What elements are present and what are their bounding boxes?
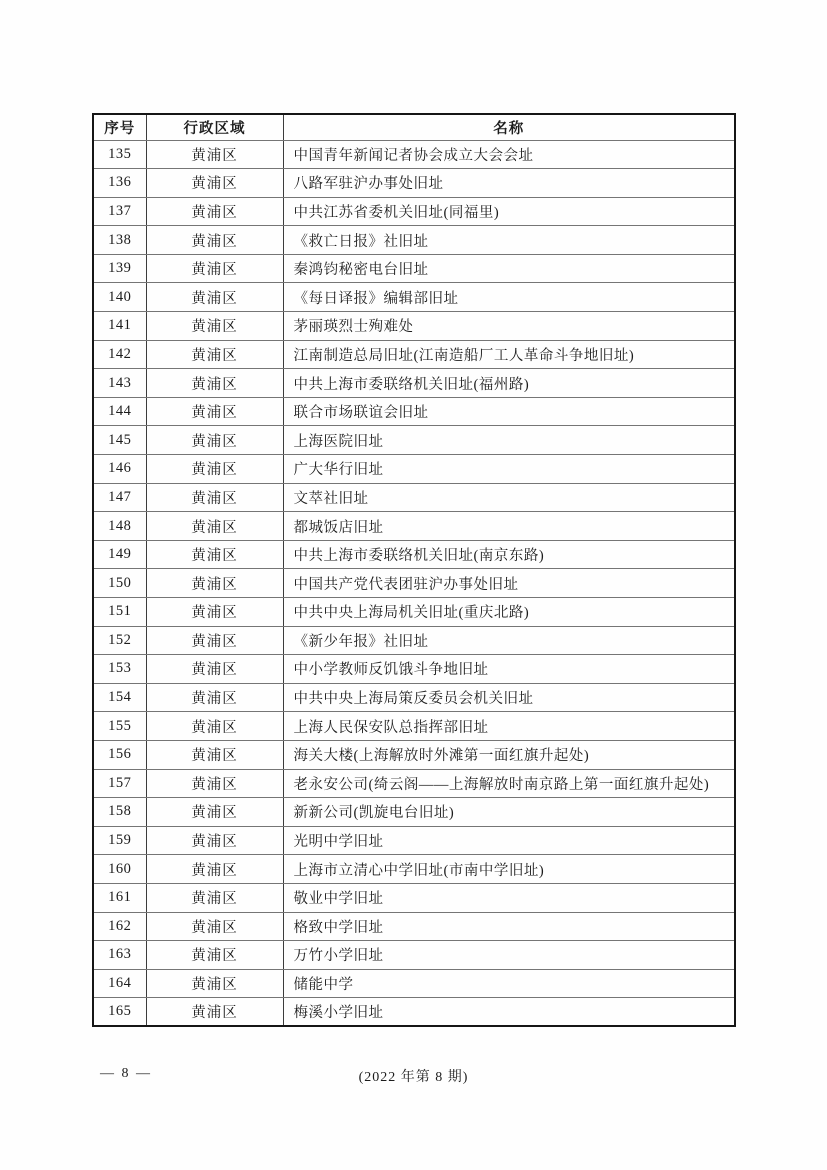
cell-site-name: 新新公司(凯旋电台旧址) xyxy=(283,798,735,827)
table-header-row xyxy=(93,114,735,140)
cell-site-name: 中国青年新闻记者协会成立大会会址 xyxy=(283,140,735,169)
cell-site-name: 联合市场联谊会旧址 xyxy=(283,397,735,426)
cell-site-name: 《救亡日报》社旧址 xyxy=(283,226,735,255)
cell-serial-number: 158 xyxy=(93,798,146,827)
cell-site-name: 《每日译报》编辑部旧址 xyxy=(283,283,735,312)
cell-district: 黄浦区 xyxy=(146,912,283,941)
table-row xyxy=(93,969,735,998)
cell-district: 黄浦区 xyxy=(146,740,283,769)
cell-serial-number: 151 xyxy=(93,598,146,627)
cell-serial-number: 144 xyxy=(93,397,146,426)
cell-serial-number: 143 xyxy=(93,369,146,398)
table-row xyxy=(93,254,735,283)
cell-district: 黄浦区 xyxy=(146,512,283,541)
cell-site-name: 文萃社旧址 xyxy=(283,483,735,512)
cell-site-name: 中国共产党代表团驻沪办事处旧址 xyxy=(283,569,735,598)
table-row xyxy=(93,197,735,226)
cell-district: 黄浦区 xyxy=(146,883,283,912)
cell-district: 黄浦区 xyxy=(146,655,283,684)
table-row xyxy=(93,512,735,541)
cell-serial-number: 150 xyxy=(93,569,146,598)
table-row xyxy=(93,169,735,198)
table-row xyxy=(93,855,735,884)
cell-site-name: 敬业中学旧址 xyxy=(283,883,735,912)
cell-serial-number: 154 xyxy=(93,683,146,712)
table-row xyxy=(93,598,735,627)
cell-serial-number: 157 xyxy=(93,769,146,798)
page-footer xyxy=(0,1066,827,1086)
table-row xyxy=(93,340,735,369)
cell-serial-number: 148 xyxy=(93,512,146,541)
cell-district: 黄浦区 xyxy=(146,340,283,369)
cell-district: 黄浦区 xyxy=(146,197,283,226)
table-row xyxy=(93,312,735,341)
cell-serial-number: 163 xyxy=(93,941,146,970)
cell-serial-number: 142 xyxy=(93,340,146,369)
cell-serial-number: 138 xyxy=(93,226,146,255)
cell-site-name: 上海医院旧址 xyxy=(283,426,735,455)
cell-serial-number: 149 xyxy=(93,540,146,569)
cell-district: 黄浦区 xyxy=(146,540,283,569)
header-site-name: 名称 xyxy=(283,114,735,140)
cell-serial-number: 161 xyxy=(93,883,146,912)
cell-serial-number: 152 xyxy=(93,626,146,655)
cell-serial-number: 141 xyxy=(93,312,146,341)
cell-site-name: 中小学教师反饥饿斗争地旧址 xyxy=(283,655,735,684)
cell-site-name: 海关大楼(上海解放时外滩第一面红旗升起处) xyxy=(283,740,735,769)
table-row xyxy=(93,397,735,426)
historic-sites-table xyxy=(92,113,736,1027)
cell-district: 黄浦区 xyxy=(146,569,283,598)
header-serial-number: 序号 xyxy=(93,114,146,140)
cell-serial-number: 159 xyxy=(93,826,146,855)
table-row xyxy=(93,626,735,655)
table-row xyxy=(93,683,735,712)
table-row xyxy=(93,283,735,312)
cell-district: 黄浦区 xyxy=(146,941,283,970)
cell-district: 黄浦区 xyxy=(146,426,283,455)
cell-site-name: 中共上海市委联络机关旧址(南京东路) xyxy=(283,540,735,569)
cell-site-name: 上海市立清心中学旧址(市南中学旧址) xyxy=(283,855,735,884)
table-row xyxy=(93,483,735,512)
cell-district: 黄浦区 xyxy=(146,598,283,627)
table-row xyxy=(93,826,735,855)
table-row xyxy=(93,569,735,598)
cell-site-name: 都城饭店旧址 xyxy=(283,512,735,541)
cell-site-name: 储能中学 xyxy=(283,969,735,998)
table-body xyxy=(93,140,735,1026)
cell-site-name: 广大华行旧址 xyxy=(283,455,735,484)
cell-site-name: 茅丽瑛烈士殉难处 xyxy=(283,312,735,341)
cell-site-name: 梅溪小学旧址 xyxy=(283,998,735,1027)
cell-district: 黄浦区 xyxy=(146,826,283,855)
table-row xyxy=(93,998,735,1027)
table-row xyxy=(93,455,735,484)
cell-site-name: 秦鸿钧秘密电台旧址 xyxy=(283,254,735,283)
cell-district: 黄浦区 xyxy=(146,626,283,655)
cell-district: 黄浦区 xyxy=(146,169,283,198)
cell-site-name: 中共中央上海局机关旧址(重庆北路) xyxy=(283,598,735,627)
cell-serial-number: 160 xyxy=(93,855,146,884)
cell-serial-number: 147 xyxy=(93,483,146,512)
cell-site-name: 中共中央上海局策反委员会机关旧址 xyxy=(283,683,735,712)
cell-serial-number: 140 xyxy=(93,283,146,312)
table-row xyxy=(93,740,735,769)
cell-serial-number: 162 xyxy=(93,912,146,941)
cell-serial-number: 145 xyxy=(93,426,146,455)
cell-district: 黄浦区 xyxy=(146,483,283,512)
cell-district: 黄浦区 xyxy=(146,312,283,341)
table-row xyxy=(93,912,735,941)
cell-serial-number: 146 xyxy=(93,455,146,484)
cell-district: 黄浦区 xyxy=(146,855,283,884)
cell-serial-number: 156 xyxy=(93,740,146,769)
cell-district: 黄浦区 xyxy=(146,283,283,312)
cell-district: 黄浦区 xyxy=(146,683,283,712)
cell-site-name: 上海人民保安队总指挥部旧址 xyxy=(283,712,735,741)
cell-site-name: 《新少年报》社旧址 xyxy=(283,626,735,655)
cell-site-name: 格致中学旧址 xyxy=(283,912,735,941)
table-row xyxy=(93,769,735,798)
cell-serial-number: 164 xyxy=(93,969,146,998)
cell-district: 黄浦区 xyxy=(146,769,283,798)
cell-site-name: 万竹小学旧址 xyxy=(283,941,735,970)
cell-site-name: 光明中学旧址 xyxy=(283,826,735,855)
cell-district: 黄浦区 xyxy=(146,455,283,484)
table-row xyxy=(93,798,735,827)
cell-site-name: 中共江苏省委机关旧址(同福里) xyxy=(283,197,735,226)
cell-serial-number: 139 xyxy=(93,254,146,283)
cell-district: 黄浦区 xyxy=(146,998,283,1027)
header-district: 行政区域 xyxy=(146,114,283,140)
cell-district: 黄浦区 xyxy=(146,397,283,426)
cell-district: 黄浦区 xyxy=(146,369,283,398)
table-row xyxy=(93,712,735,741)
cell-serial-number: 155 xyxy=(93,712,146,741)
cell-district: 黄浦区 xyxy=(146,798,283,827)
table-row xyxy=(93,883,735,912)
cell-district: 黄浦区 xyxy=(146,969,283,998)
cell-serial-number: 137 xyxy=(93,197,146,226)
cell-district: 黄浦区 xyxy=(146,226,283,255)
table-row xyxy=(93,226,735,255)
cell-serial-number: 136 xyxy=(93,169,146,198)
table-row xyxy=(93,426,735,455)
cell-district: 黄浦区 xyxy=(146,254,283,283)
cell-serial-number: 153 xyxy=(93,655,146,684)
cell-serial-number: 165 xyxy=(93,998,146,1027)
page-number: — 8 — xyxy=(100,1066,152,1081)
table-row xyxy=(93,941,735,970)
cell-serial-number: 135 xyxy=(93,140,146,169)
table-row xyxy=(93,540,735,569)
issue-label: (2022 年第 8 期) xyxy=(358,1070,469,1085)
cell-site-name: 八路军驻沪办事处旧址 xyxy=(283,169,735,198)
table-row xyxy=(93,655,735,684)
cell-site-name: 江南制造总局旧址(江南造船厂工人革命斗争地旧址) xyxy=(283,340,735,369)
cell-district: 黄浦区 xyxy=(146,712,283,741)
table-header xyxy=(93,114,735,140)
cell-district: 黄浦区 xyxy=(146,140,283,169)
table-row xyxy=(93,140,735,169)
table-row xyxy=(93,369,735,398)
cell-site-name: 老永安公司(绮云阁——上海解放时南京路上第一面红旗升起处) xyxy=(283,769,735,798)
cell-site-name: 中共上海市委联络机关旧址(福州路) xyxy=(283,369,735,398)
